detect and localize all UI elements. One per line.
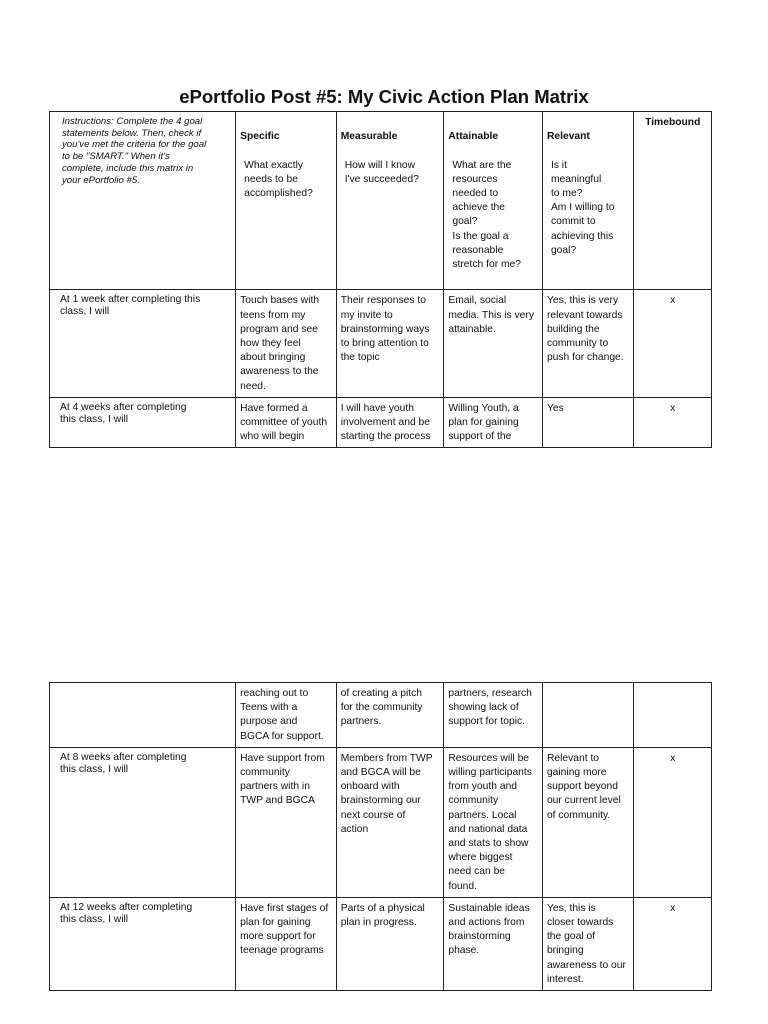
specific-cell: Have first stages of plan for gaining more support for teenage programs bbox=[236, 897, 337, 990]
measurable-description: How will I know I've succeeded? bbox=[344, 159, 419, 185]
relevant-cell: Yes bbox=[542, 397, 634, 448]
specific-header-cell bbox=[236, 112, 337, 290]
specific-header: Specific bbox=[240, 131, 280, 143]
attainable-cell: Resources will be willing participants from youth and community partners. Local and national data and stats to show where biggest need can be found. bbox=[444, 747, 543, 897]
goal-cell: At 4 weeks after completing this class, I will bbox=[50, 397, 236, 448]
attainable-description: What are the resources needed to achieve the goal? Is the goal a reasonable stretch for me? bbox=[452, 159, 522, 271]
relevant-cell: Yes, this is closer towards the goal of bringing awareness to our interest. bbox=[542, 897, 634, 990]
attainable-cell: Sustainable ideas and actions from brainstorming phase. bbox=[444, 897, 543, 990]
attainable-cell: Willing Youth, a plan for gaining support of the bbox=[444, 397, 543, 448]
measurable-cell: Parts of a physical plan in progress. bbox=[336, 897, 444, 990]
table-row bbox=[50, 747, 712, 897]
relevant-header-cell bbox=[542, 112, 634, 290]
timebound-cell: x bbox=[634, 397, 712, 448]
relevant-cell: Yes, this is very relevant towards building the community to push for change. bbox=[542, 290, 634, 397]
timebound-cell: x bbox=[634, 747, 712, 897]
timebound-header: Timebound bbox=[634, 112, 712, 290]
relevant-cell bbox=[542, 683, 634, 748]
instructions-cell: Instructions: Complete the 4 goal statements below. Then, check if you've met the criteria for the goal to be "SMART." When it's complete, include this matrix in your ePortfolio #5. bbox=[50, 112, 236, 290]
timebound-cell bbox=[634, 683, 712, 748]
table-row bbox=[50, 397, 712, 448]
attainable-cell: partners, research showing lack of support for topic. bbox=[444, 683, 543, 748]
measurable-cell: Members from TWP and BGCA will be onboard with brainstorming our next course of action bbox=[336, 747, 444, 897]
page-title: ePortfolio Post #5: My Civic Action Plan Matrix bbox=[179, 86, 589, 107]
relevant-cell: Relevant to gaining more support beyond our current level of community. bbox=[542, 747, 634, 897]
goal-cell bbox=[50, 683, 236, 748]
measurable-cell: I will have youth involvement and be starting the process bbox=[336, 397, 444, 448]
attainable-cell: Email, social media. This is very attainable. bbox=[444, 290, 543, 397]
measurable-header-cell bbox=[336, 112, 444, 290]
goal-cell: At 12 weeks after completing this class, I will bbox=[50, 897, 236, 990]
measurable-cell: of creating a pitch for the community partners. bbox=[336, 683, 444, 748]
specific-cell: Have support from community partners with in TWP and BGCA bbox=[236, 747, 337, 897]
goal-cell: At 1 week after completing this class, I will bbox=[50, 290, 236, 397]
smart-matrix-table-continued bbox=[49, 682, 712, 991]
relevant-description: Is it meaningful to me? Am I willing to commit to achieving this goal? bbox=[550, 159, 615, 256]
goal-cell: At 8 weeks after completing this class, I will bbox=[50, 747, 236, 897]
measurable-header: Measurable bbox=[340, 131, 398, 143]
specific-cell: reaching out to Teens with a purpose and BGCA for support. bbox=[236, 683, 337, 748]
specific-cell: Touch bases with teens from my program and see how they feel about bringing awareness to the need. bbox=[236, 290, 337, 397]
attainable-header-cell bbox=[444, 112, 543, 290]
relevant-header: Relevant bbox=[546, 131, 590, 143]
specific-description: What exactly needs to be accomplished? bbox=[244, 159, 313, 200]
timebound-cell: x bbox=[634, 290, 712, 397]
table-row bbox=[50, 683, 712, 748]
table-row bbox=[50, 897, 712, 990]
table-row bbox=[50, 290, 712, 397]
smart-matrix-table bbox=[49, 111, 712, 448]
specific-cell: Have formed a committee of youth who will begin bbox=[236, 397, 337, 448]
attainable-header: Attainable bbox=[448, 131, 499, 143]
header-row bbox=[50, 112, 712, 290]
timebound-cell: x bbox=[634, 897, 712, 990]
measurable-cell: Their responses to my invite to brainstorming ways to bring attention to the topic bbox=[336, 290, 444, 397]
